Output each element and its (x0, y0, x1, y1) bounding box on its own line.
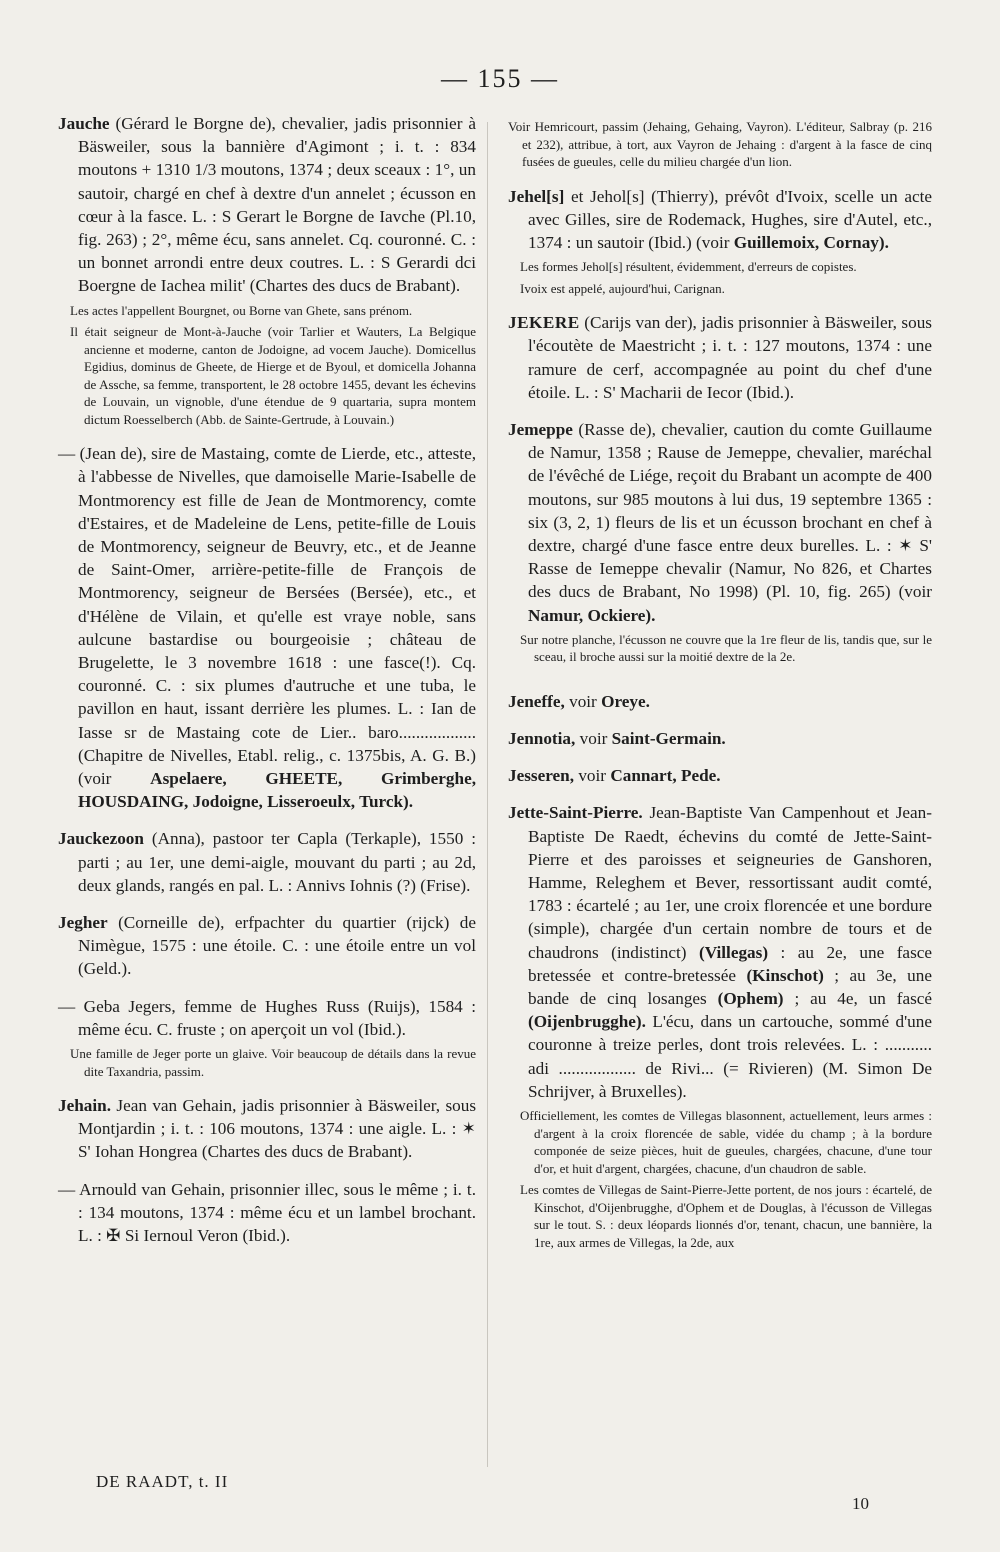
headword-jennotia: Jennotia, (508, 728, 576, 748)
note-jauche-2: Il était seigneur de Mont-à-Jauche (voir Tarlier et Wauters, La Belgique ancienne et moderne, canton de Jodoigne, ad vocem Jauche). Domicellus Egidius, dominus de Gheete, de Hierge et de Byoul, et domicella Johanna de Assche, sa femme, transportent, le 28 octobre 1455, devant les échevins de Louvain, un vignoble, d'une étendue de 9 quartaria, supra montem dictum Roesselberch (Abb. de Sainte-Gertrude, à Louvain.) (70, 324, 476, 427)
left-column (58, 112, 476, 1247)
entry-text: — Geba Jegers, femme de Hughes Russ (Ruijs), 1584 : même écu. C. fruste ; on aperçoit un vol (Ibid.). (58, 996, 476, 1039)
entry-text: : au 2e, une fasce bretessée et contre-bretessée (528, 942, 933, 985)
headword-jehel: Jehel[s] (508, 186, 565, 206)
entry-jette-saint-pierre (508, 801, 932, 1103)
headword-jette: Jette-Saint-Pierre. (508, 803, 643, 823)
page-number: — 155 — (441, 64, 559, 93)
entry-text: ; au 3e, une bande de cinq losanges (528, 965, 932, 1008)
entry-text: Jean-Baptiste Van Campenhout et Jean-Baptiste De Raedt, échevins du comté de Jette-Saint-Pierre et des paroisses et seigneuries de Ganshoren, Hamme, Releghem et Bever, ressortissant audit comté, 1783 : écartelé ; au 1er, une croix florencée et une bordure (simple), chargée d'un certain nombre de tours et de chaudrons (indistinct) (528, 803, 932, 962)
note-jauche-1: Les actes l'appellent Bourgnet, ou Borne van Ghete, sans prénom. (70, 302, 413, 318)
entry-jennotia (508, 727, 932, 750)
cross-reference: Oreye. (601, 691, 650, 711)
entry-text: — Arnould van Gehain, prisonnier illec, sous le même ; i. t. : 134 moutons, 1374 : même écu et un lambel brochant. L. : ✠ Si Iernoul Veron (Ibid.). (58, 1179, 476, 1246)
entry-text: L'écu, dans un cartouche, sommé d'une couronne à treize perles, dont trois relevées. L. : ........... adi .................. de Rivi... (= Rivieren) (M. Simon De Schrijver, à Bruxelles). (528, 1012, 933, 1101)
entry-jehain (58, 1094, 476, 1164)
entry-text: (Anna), pastoor ter Capla (Terkaple), 1550 : parti ; au 1er, une demi-aigle, mouvant du parti ; au 2d, deux glands, rangés en pal. L. : Annivs Iohnis (?) (Frise). (78, 829, 476, 895)
entry-jekere (508, 311, 932, 404)
entry-jauckezoon (58, 827, 476, 897)
headword-jesseren: Jesseren, (508, 766, 575, 786)
note-jette-1: Officiellement, les comtes de Villegas blasonnent, actuellement, leurs armes : d'argent à la croix florencée de sable, vidée du champ ; à la bordure componée de seize pièces, huit de gueules, chargées, chacune, d'une tour d'or, et huit d'argent, chargées, chacune, d'un chaudron de sable. (520, 1108, 932, 1176)
cross-reference: (Villegas) (699, 942, 769, 962)
headword-jegher: Jegher (58, 912, 108, 932)
cross-reference: (Kinschot) (746, 965, 824, 985)
entry-text: — (Jean de), sire de Mastaing, comte de Lierde, etc., atteste, à l'abbesse de Nivelles, que damoiselle Marie-Isabelle de Montmorency est fille de Jean de Montmorency, comte d'Estaires, et de Madeleine de Lens, petite-fille de Louis de Montmorency, seigneur de Beuvry, etc., et de Jeanne de Saint-Omer, arrière-petite-fille de François de Montmorency, seigneur de Bersées (Bersée), etc., et d'Hélène de Vilain, et qu'elle est vraye noble, sans aulcune bastardise ou bourgeoisie ; château de Brugelette, le 3 novembre 1618 : une fasce(!). Cq. couronné. C. : six plumes d'autruche et une tuba, le pavillon en haut, issant derrière les plumes. L. : Ian de Iasse sr de Mastaing cote de Lier.. baro.................. (Chapitre de Nivelles, Etabl. relig., c. 1375bis, A. G. B.) (voir (58, 444, 476, 788)
note-voir-hemricourt: Voir Hemricourt, passim (Jehaing, Gehaing, Vayron). L'éditeur, Salbray (p. 216 et 232), attribue, à tort, aux Vayron de Jehaing : d'argent à la fasce de cinq fusées de gueules, celle du milieu chargée d'un lion. (508, 119, 932, 169)
note-jehel-2: Ivoix est appelé, aujourd'hui, Carignan. (520, 280, 725, 296)
right-column (508, 112, 932, 1251)
voir-text: voir (569, 691, 597, 711)
voir-text: voir (579, 728, 608, 748)
cross-reference: (Oijenbrugghe). (528, 1012, 646, 1032)
entry-jeneffe (508, 690, 932, 713)
footer-sheet-number: 10 (852, 1494, 869, 1513)
headword-jekere: JEKERE (508, 313, 580, 333)
headword-jehain: Jehain. (58, 1096, 112, 1115)
entry-text: et Jehol[s] (Thierry), prévôt d'Ivoix, scelle un acte avec Gilles, sire de Rodemack, Hughes, sire d'Autel, etc., 1374 : un sautoir (Ibid.) (voir (528, 186, 932, 252)
headword-jemeppe: Jemeppe (508, 419, 573, 439)
cross-references: Guillemoix, Cornay). (733, 232, 889, 252)
headword-jauckezoon: Jauckezoon (58, 829, 144, 849)
cross-reference: Cannart, Pede. (610, 766, 721, 786)
entry-jehel (508, 185, 932, 255)
entry-text: Jean van Gehain, jadis prisonnier à Bäsweiler, sous Montjardin ; i. t. : 106 moutons, 1374 : une aigle. L. : ✶ S' Iohan Hongrea (Chartes des ducs de Brabant). (78, 1096, 477, 1162)
note-jette-2: Les comtes de Villegas de Saint-Pierre-Jette portent, de nos jours : écartelé, de Kinschot, d'Oijenbrugghe, d'Ophem et de Douglas, à l'écusson de Villegas sur le tout. S. : deux léopards lionnés d'or, tenant, chacun, une bannière, la 1re, aux armes de Villegas, la 2de, aux (520, 1182, 932, 1250)
cross-reference: (Ophem) (717, 988, 784, 1008)
headword-jauche: Jauche (58, 114, 110, 133)
entry-text: ; au 4e, un fascé (794, 988, 933, 1008)
note-geba: Une famille de Jeger porte un glaive. Voir beaucoup de détails dans la revue dite Taxandria, passim. (70, 1046, 476, 1079)
column-divider (487, 122, 488, 1467)
entry-jegher (58, 911, 476, 981)
entry-text: (Corneille de), erfpachter du quartier (rijck) de Nimègue, 1575 : une étoile. C. : une étoile entre un vol (Geld.). (78, 912, 477, 979)
entry-text: (Carijs van der), jadis prisonnier à Bäsweiler, sous l'écoutète de Maestricht ; i. t. : 127 moutons, 1374 : une ramure de cerf, accompagnée au point du chef d'une étoile. L. : S' Macharii de Iecor (Ibid.). (528, 313, 932, 402)
cross-references: Namur, Ockiere). (528, 605, 656, 625)
entry-jesseren (508, 764, 932, 787)
entry-geba (58, 995, 476, 1041)
cross-references: Aspelaere, GHEETE, Grimberghe, HOUSDAING, Jodoigne, Lisseroeulx, Turck). (78, 768, 477, 812)
entry-text: (Gérard le Borgne de), chevalier, jadis prisonnier à Bäsweiler, sous la bannière d'Agimont ; i. t. : 834 moutons + 1310 1/3 moutons, 1374 ; deux sceaux : 1°, un sautoir, chargé en chef à dextre d'un annelet ; écusson en cœur à la fasce. L. : S Gerart le Borgne de Iavche (Pl.10, fig. 263) ; 2°, même écu, sans annelet. Cq. couronné. C. : un bonnet arrondi entre deux coutres. L. : S Gerardi dci Boergne de Iachea milit' (Chartes des ducs de Brabant). (78, 114, 477, 296)
note-jemeppe: Sur notre planche, l'écusson ne couvre que la 1re fleur de lis, tandis que, sur le sceau, il broche aussi sur la moitié dextre de la 2e. (520, 631, 932, 665)
entry-arnould (58, 1178, 476, 1248)
entry-jauche (58, 112, 476, 298)
footer-signature: DE RAADT, t. II (96, 1472, 229, 1491)
voir-text: voir (578, 766, 607, 786)
note-jehel-1: Les formes Jehol[s] résultent, évidemment, d'erreurs de copistes. (520, 259, 857, 275)
cross-reference: Saint-Germain. (611, 728, 726, 748)
headword-jeneffe: Jeneffe, (508, 691, 565, 711)
entry-text: (Rasse de), chevalier, caution du comte Guillaume de Namur, 1358 ; Rause de Jemeppe, chevalier, maréchal de l'évêché de Liége, reçoit du Brabant un acompte de 400 moutons, sur 985 moutons à lui dus, 19 septembre 1365 : six (3, 2, 1) fleurs de lis et un écusson brochant en chef à dextre, chargé d'une fasce entre deux burelles. L. : ✶ S' Rasse de Iemeppe chevalir (Namur, No 826, et Chartes des ducs de Brabant, No 1998) (Pl. 10, fig. 265) (voir (528, 419, 932, 602)
entry-jean (58, 442, 476, 813)
entry-jemeppe (508, 418, 932, 627)
